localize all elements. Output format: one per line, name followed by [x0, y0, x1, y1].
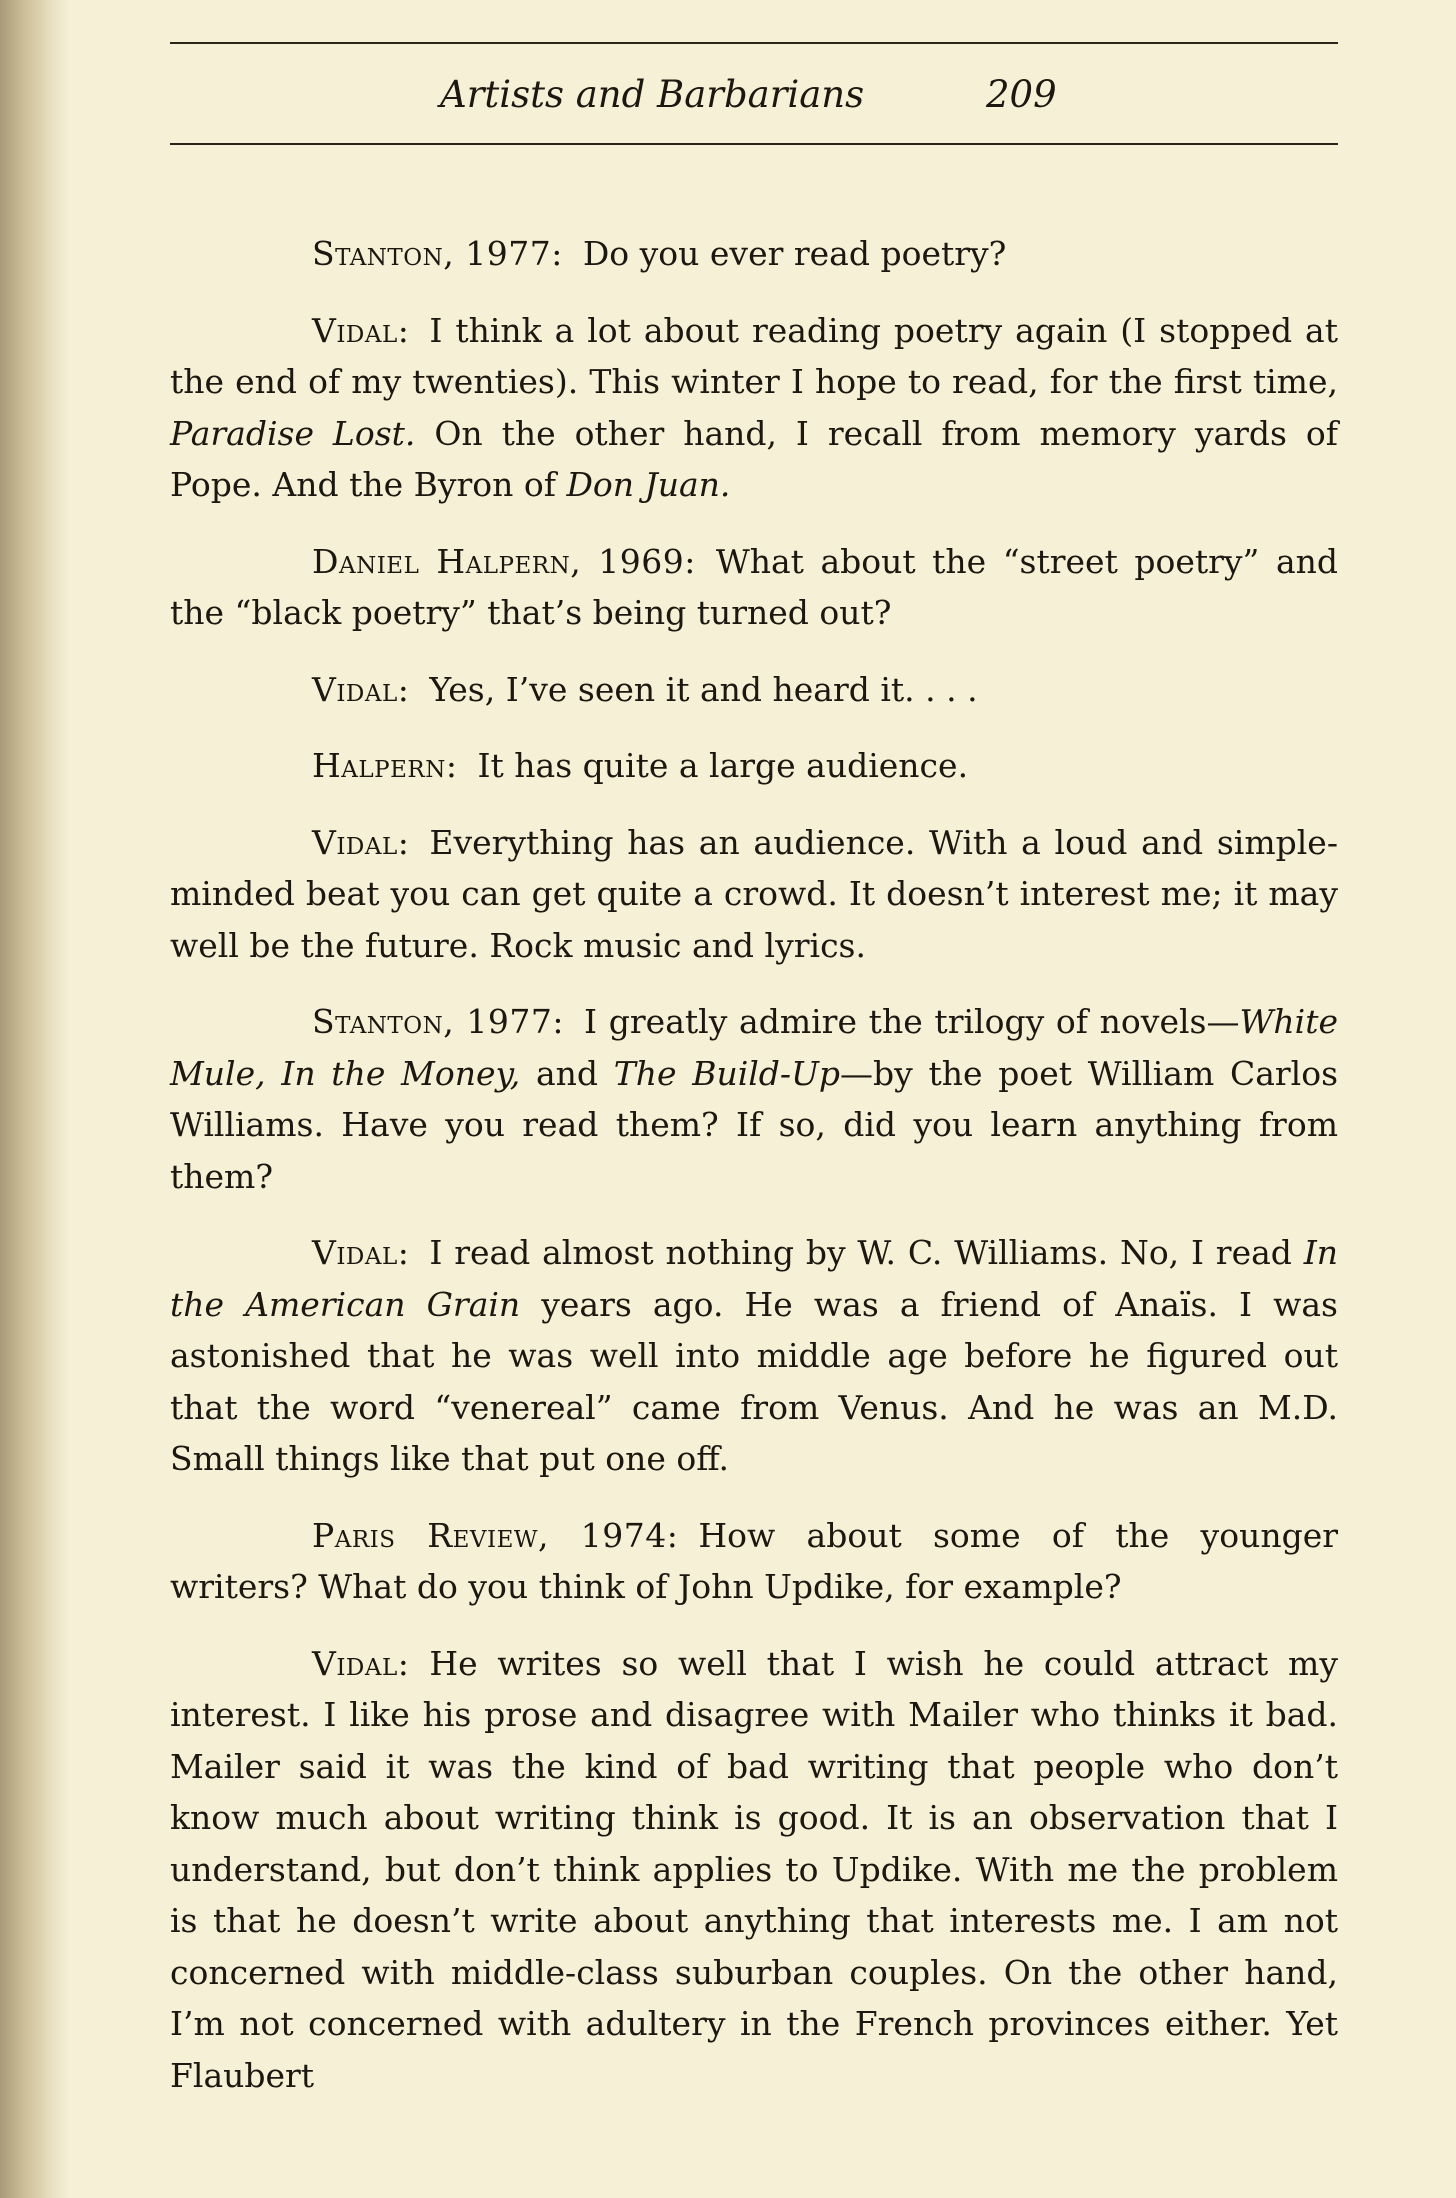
- speaker-label: Daniel Halpern, 1969:: [312, 541, 696, 581]
- paragraph-text: He writes so well that I wish he could attract my interest. I like his prose and disagree with Mailer who thinks it bad. Mailer said it was the kind of bad writing that people who don’t know much about writing think is good. It is an observation that I understand, but don’t think applies to Updike. With me the problem is that he doesn’t write about anything that interests me. I am not concerned with middle-class suburban couples. On the other hand, I’m not concerned with adultery in the French provinces either. Yet Flaubert: [170, 1643, 1338, 2095]
- interview-paragraph: [170, 1638, 1338, 2102]
- paragraph-text: It has quite a large audience.: [477, 746, 969, 785]
- header-bottom-rule: [170, 143, 1338, 145]
- body-text: [170, 228, 1338, 2101]
- speaker-label: Halpern:: [312, 746, 458, 785]
- italic-title: Paradise Lost.: [170, 413, 416, 453]
- interview-paragraph: [170, 996, 1338, 1202]
- paragraph-text: Yes, I’ve seen it and heard it. . . .: [429, 669, 978, 709]
- paragraph-text: How about some of the younger writers? What do you think of John Updike, for example?: [170, 1515, 1338, 1606]
- speaker-label: Vidal:: [312, 1643, 410, 1683]
- interview-paragraph: [170, 740, 1338, 792]
- interview-paragraph: [170, 817, 1338, 972]
- paragraph-text: Everything has an audience. With a loud and simple-minded beat you can get quite a crowd. It doesn’t interest me; it may well be the future. Rock music and lyrics.: [170, 822, 1338, 965]
- speaker-label: Paris Review, 1974:: [312, 1515, 679, 1555]
- italic-title: White Mule, In the Money,: [170, 1002, 1338, 1093]
- speaker-label: Vidal:: [312, 669, 410, 709]
- interview-paragraph: [170, 1510, 1338, 1613]
- paragraph-text: years ago. He was a friend of Anaïs. I was astonished that he was well into middle age before he figured out that the word “venereal” came from Venus. And he was an M.D. Small things like that put one off.: [170, 1284, 1338, 1478]
- running-head-title: Artists and Barbarians: [440, 73, 865, 116]
- italic-title: The Build-Up: [613, 1053, 841, 1093]
- interview-paragraph: [170, 536, 1338, 639]
- page-gutter-shadow: [0, 0, 70, 2198]
- running-head: [170, 70, 1338, 120]
- page-number: 209: [986, 73, 1057, 116]
- speaker-label: Stanton, 1977:: [312, 234, 563, 273]
- interview-paragraph: [170, 228, 1338, 280]
- paragraph-text: and: [520, 1053, 614, 1093]
- paragraph-text: —by the poet William Carlos Williams. Have you read them? If so, did you learn anything from them?: [170, 1053, 1338, 1196]
- italic-title: In the American Grain: [170, 1233, 1338, 1324]
- speaker-label: Stanton, 1977:: [312, 1002, 565, 1041]
- interview-paragraph: [170, 664, 1338, 716]
- speaker-label: Vidal:: [312, 1233, 410, 1272]
- italic-title: Don Juan.: [566, 465, 731, 504]
- paragraph-text: What about the “street poetry” and the “black poetry” that’s being turned out?: [170, 541, 1338, 632]
- paragraph-text: I think a lot about reading poetry again (I stopped at the end of my twenties). This winter I hope to read, for the first time,: [170, 310, 1338, 401]
- paragraph-text: I greatly admire the trilogy of novels—: [584, 1002, 1240, 1041]
- paragraph-text: On the other hand, I recall from memory yards of Pope. And the Byron of: [170, 413, 1338, 504]
- interview-paragraph: [170, 305, 1338, 511]
- paragraph-text: I read almost nothing by W. C. Williams. No, I read: [429, 1233, 1304, 1272]
- header-top-rule: [170, 42, 1338, 44]
- interview-paragraph: [170, 1227, 1338, 1485]
- paragraph-text: Do you ever read poetry?: [582, 234, 1007, 273]
- speaker-label: Vidal:: [312, 310, 410, 350]
- speaker-label: Vidal:: [312, 822, 410, 862]
